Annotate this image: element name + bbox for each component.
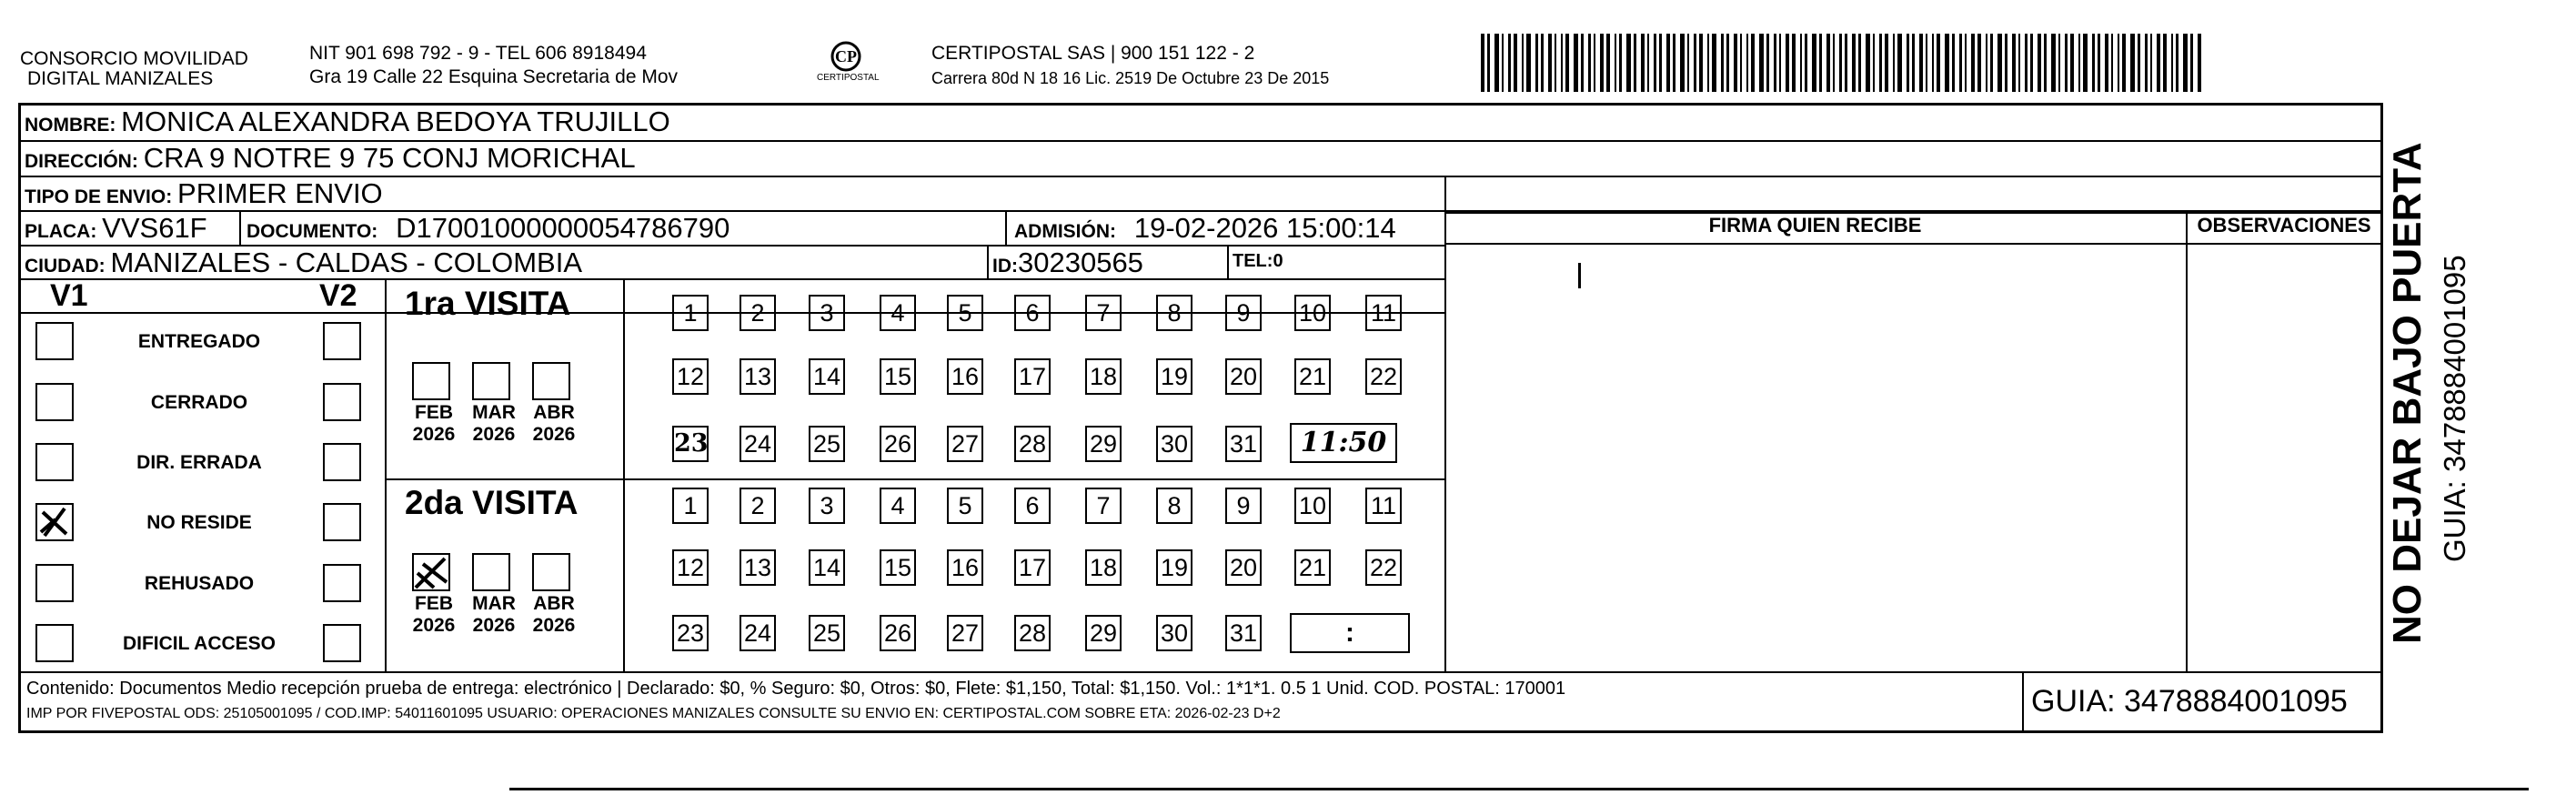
v1-checkbox[interactable] [35, 624, 74, 662]
v2-checkbox[interactable] [323, 322, 361, 360]
first-visit-day[interactable]: 22 [1365, 358, 1402, 395]
barcode-bar [2083, 34, 2088, 92]
second-visit-day[interactable]: 8 [1156, 488, 1192, 524]
second-visit-day[interactable]: 7 [1085, 488, 1122, 524]
barcode-bar [1726, 34, 1729, 92]
second-visit-day[interactable]: 26 [880, 615, 916, 651]
second-visit-day[interactable]: 2 [740, 488, 776, 524]
barcode-bar [1952, 34, 1955, 92]
first-visit-month-checkbox[interactable] [472, 362, 510, 400]
barcode-bar [1687, 34, 1689, 92]
barcode-bar [1654, 34, 1656, 92]
first-visit-day[interactable]: 8 [1156, 295, 1192, 331]
second-visit-day[interactable]: 1 [672, 488, 709, 524]
barcode-bar [1712, 34, 1716, 92]
first-visit-day[interactable]: 29 [1085, 426, 1122, 462]
first-visit-day[interactable]: 7 [1085, 295, 1122, 331]
barcode-bar [1641, 34, 1645, 92]
barcode-bar [1971, 34, 1975, 92]
barcode-bar [2025, 34, 2028, 92]
month-year: 2026 [532, 615, 576, 636]
barcode-bar [2150, 34, 2152, 92]
second-visit-day[interactable]: 6 [1014, 488, 1051, 524]
barcode-bar [1759, 34, 1764, 92]
carrier-name: CERTIPOSTAL SAS | 900 151 122 - 2 [931, 43, 1255, 64]
barcode-bar [1766, 34, 1769, 92]
month-year: 2026 [472, 424, 516, 445]
second-visit-month-label [527, 593, 581, 637]
barcode-bar [2190, 34, 2193, 92]
second-visit-day[interactable]: 12 [672, 549, 709, 586]
contenido-text: Contenido: Documentos Medio recepción prueba de entrega: electrónico | Declarado: $0, % Seguro: $0, Otros: $0, Flete: $1,150, Total: $1,150. Vol.: 1*1*1. 0.5 1 Unid. COD. POSTAL: 170001 [26, 679, 1566, 699]
first-visit-day[interactable]: 24 [740, 426, 776, 462]
barcode-bar [1926, 34, 1927, 92]
second-visit-day[interactable]: 29 [1085, 615, 1122, 651]
second-visit-day[interactable]: 28 [1014, 615, 1051, 651]
status-option-label: DIFICIL ACCESO [122, 633, 276, 654]
ciudad-label: CIUDAD: [25, 256, 106, 277]
barcode-bar [1508, 34, 1511, 92]
barcode-bar [1792, 34, 1796, 92]
second-visit-day[interactable]: 24 [740, 615, 776, 651]
delivery-form [18, 103, 2383, 733]
tel-cell [1233, 251, 1283, 272]
v1-checkbox[interactable] [35, 443, 74, 481]
barcode-bar [1615, 34, 1616, 92]
barcode-bar [2176, 34, 2179, 92]
first-visit-month-label [527, 402, 581, 446]
v2-header: V2 [319, 278, 357, 313]
barcode-bar [1907, 34, 1909, 92]
nombre-label: NOMBRE: [25, 115, 116, 136]
month-year: 2026 [412, 424, 456, 445]
status-option-label: NO RESIDE [146, 512, 252, 533]
v1-checkbox[interactable] [35, 383, 74, 421]
barcode-bar [1858, 34, 1861, 92]
barcode-bar [2018, 34, 2020, 92]
first-visit-day[interactable]: 26 [880, 426, 916, 462]
barcode-bar [2105, 34, 2108, 92]
company-name-line2: DIGITAL MANIZALES [27, 68, 214, 89]
first-visit-day[interactable]: 6 [1014, 295, 1051, 331]
barcode-bar [1786, 34, 1789, 92]
first-visit-day[interactable]: 16 [947, 358, 983, 395]
first-visit-day[interactable]: 9 [1225, 295, 1262, 331]
svg-text:CP: CP [835, 47, 857, 65]
tel-value: 0 [1273, 251, 1283, 271]
first-visit-day[interactable]: 17 [1014, 358, 1051, 395]
barcode-bar [2130, 34, 2135, 92]
company-address: Gra 19 Calle 22 Esquina Secretaria de Mov [309, 66, 679, 87]
barcode-bar [1522, 34, 1524, 92]
first-visit-day[interactable]: 18 [1085, 358, 1122, 395]
first-visit-day[interactable]: 10 [1294, 295, 1331, 331]
direccion-row [25, 142, 636, 175]
barcode-bar [2058, 34, 2060, 92]
second-visit-day[interactable]: 19 [1156, 549, 1192, 586]
barcode-bar [1565, 34, 1569, 92]
month-name: MAR [472, 593, 516, 614]
barcode [1481, 34, 2205, 92]
direccion-label: DIRECCIÓN: [25, 151, 138, 172]
barcode-bar [1932, 34, 1934, 92]
barcode-bar [2030, 34, 2033, 92]
first-visit-day[interactable]: 12 [672, 358, 709, 395]
id-label: ID: [992, 256, 1018, 277]
carrier-address: Carrera 80d N 18 16 Lic. 2519 De Octubre 23 De 2015 [931, 69, 1330, 87]
second-visit-day[interactable]: 5 [947, 488, 983, 524]
barcode-bar [1893, 34, 1895, 92]
barcode-bar [1885, 34, 1888, 92]
month-name: ABR [533, 402, 575, 423]
logo-text: CERTIPOSTAL [817, 73, 880, 83]
barcode-bar [1919, 34, 1923, 92]
first-visit-month-checkbox[interactable] [532, 362, 570, 400]
second-visit-day[interactable]: 10 [1294, 488, 1331, 524]
second-visit-day[interactable]: 9 [1225, 488, 1262, 524]
month-name: FEB [415, 402, 453, 423]
admision-label: ADMISIÓN: [1014, 221, 1116, 242]
second-visit-day[interactable]: 14 [809, 549, 845, 586]
barcode-bar [2145, 34, 2148, 92]
barcode-bar [2078, 34, 2080, 92]
barcode-bar [1990, 34, 1993, 92]
barcode-bar [2098, 34, 2100, 92]
barcode-bar [1666, 34, 1670, 92]
barcode-bar [1740, 34, 1742, 92]
placa-label: PLACA: [25, 221, 97, 242]
first-visit-day[interactable]: 23 [672, 426, 709, 462]
v1-checkbox[interactable] [35, 564, 74, 602]
barcode-bar [1634, 34, 1636, 92]
month-name: MAR [472, 402, 516, 423]
barcode-bar [1606, 34, 1610, 92]
barcode-bar [1897, 34, 1902, 92]
ciudad-cell [25, 247, 582, 279]
placa-cell [25, 212, 207, 245]
barcode-bar [1555, 34, 1556, 92]
first-visit-day[interactable]: 28 [1014, 426, 1051, 462]
first-visit-time[interactable]: 11:50 [1290, 423, 1397, 463]
barcode-bar [2065, 34, 2068, 92]
company-nit: NIT 901 698 792 - 9 - TEL 606 8918494 [309, 43, 647, 64]
barcode-bar [1548, 34, 1552, 92]
barcode-bar [1873, 34, 1875, 92]
documento-cell [247, 212, 730, 245]
nombre-value: MONICA ALEXANDRA BEDOYA TRUJILLO [121, 106, 670, 137]
barcode-bar [2138, 34, 2140, 92]
month-year: 2026 [412, 615, 456, 636]
ciudad-value: MANIZALES - CALDAS - COLOMBIA [110, 247, 582, 278]
second-visit-month-checkbox[interactable] [532, 553, 570, 591]
second-visit-day[interactable]: 18 [1085, 549, 1122, 586]
second-visit-day[interactable]: 11 [1365, 488, 1402, 524]
barcode-bar [1514, 34, 1517, 92]
barcode-bar [1494, 34, 1499, 92]
status-option-label: REHUSADO [144, 573, 255, 594]
v2-checkbox[interactable] [323, 383, 361, 421]
first-visit-day[interactable]: 11 [1365, 295, 1402, 331]
barcode-bar [1852, 34, 1856, 92]
tipo-value: PRIMER ENVIO [177, 177, 383, 209]
barcode-bar [1659, 34, 1662, 92]
barcode-bar [2183, 34, 2188, 92]
barcode-bar [2163, 34, 2167, 92]
barcode-bar [1833, 34, 1835, 92]
barcode-bar [1805, 34, 1807, 92]
barcode-bar [2111, 34, 2113, 92]
barcode-bar [1774, 34, 1776, 92]
first-visit-day[interactable]: 27 [947, 426, 983, 462]
barcode-bar [1937, 34, 1940, 92]
id-cell [992, 247, 1143, 279]
barcode-bar [1619, 34, 1622, 92]
barcode-bar [1581, 34, 1584, 92]
barcode-bar [1594, 34, 1595, 92]
barcode-bar [1977, 34, 1981, 92]
barcode-bar [1986, 34, 1987, 92]
second-visit-day[interactable]: 27 [947, 615, 983, 651]
barcode-bar [1673, 34, 1675, 92]
barcode-bar [1502, 34, 1504, 92]
barcode-bar [1945, 34, 1949, 92]
admision-value: 19-02-2026 15:00:14 [1133, 212, 1396, 244]
scan-edge-line [509, 788, 2529, 790]
first-visit-day[interactable]: 3 [809, 295, 845, 331]
first-visit-day[interactable]: 13 [740, 358, 776, 395]
barcode-bar [2198, 34, 2201, 92]
v2-checkbox[interactable] [323, 443, 361, 481]
barcode-bar [2044, 34, 2047, 92]
tel-label: TEL: [1233, 251, 1273, 271]
firma-header: FIRMA QUIEN RECIBE [1708, 214, 1922, 236]
second-visit-month-label [407, 593, 461, 637]
month-year: 2026 [532, 424, 576, 445]
second-visit-time[interactable]: : [1290, 613, 1410, 653]
observaciones-header: OBSERVACIONES [2197, 214, 2371, 236]
barcode-bar [2051, 34, 2056, 92]
second-visit-day[interactable]: 31 [1225, 615, 1262, 651]
second-visit-day[interactable]: 30 [1156, 615, 1192, 651]
second-visit-day[interactable]: 21 [1294, 549, 1331, 586]
barcode-bar [1481, 34, 1484, 92]
barcode-bar [1574, 34, 1578, 92]
direccion-value: CRA 9 NOTRE 9 75 CONJ MORICHAL [143, 142, 636, 174]
id-value: 30230565 [1018, 247, 1143, 278]
nombre-row [25, 106, 670, 138]
barcode-bar [2070, 34, 2074, 92]
month-year: 2026 [472, 615, 516, 636]
barcode-bar [1707, 34, 1709, 92]
v1-checkbox[interactable] [35, 322, 74, 360]
admision-cell [1014, 212, 1396, 245]
status-option-label: CERRADO [150, 392, 248, 413]
barcode-bar [2092, 34, 2095, 92]
barcode-bar [1819, 34, 1822, 92]
first-visit-day[interactable]: 31 [1225, 426, 1262, 462]
v1-checkbox[interactable] [35, 503, 74, 541]
footer-guia: GUIA: 3478884001095 [2031, 684, 2348, 719]
second-visit-month-checkbox[interactable] [412, 553, 450, 591]
barcode-bar [1746, 34, 1748, 92]
barcode-bar [1721, 34, 1724, 92]
v2-checkbox[interactable] [323, 624, 361, 662]
barcode-bar [2171, 34, 2173, 92]
first-visit-title: 1ra VISITA [405, 285, 571, 322]
placa-value: VVS61F [102, 212, 207, 244]
barcode-bar [1959, 34, 1962, 92]
first-visit-day[interactable]: 30 [1156, 426, 1192, 462]
v1-header: V1 [50, 278, 88, 313]
second-visit-day[interactable]: 17 [1014, 549, 1051, 586]
second-visit-day[interactable]: 16 [947, 549, 983, 586]
barcode-bar [1997, 34, 2002, 92]
barcode-bar [1487, 34, 1490, 92]
first-visit-month-label [407, 402, 461, 446]
status-option-label: ENTREGADO [137, 331, 261, 352]
no-dejar-bajo-puerta: NO DEJAR BAJO PUERTA [2385, 142, 2430, 644]
second-visit-day[interactable]: 20 [1225, 549, 1262, 586]
barcode-bar [1541, 34, 1544, 92]
first-visit-day[interactable]: 2 [740, 295, 776, 331]
barcode-bar [2038, 34, 2041, 92]
tipo-label: TIPO DE ENVIO: [25, 186, 173, 207]
barcode-bar [1680, 34, 1685, 92]
second-visit-day[interactable]: 23 [672, 615, 709, 651]
barcode-bar [1800, 34, 1802, 92]
observations-area[interactable] [2188, 245, 2380, 671]
barcode-bar [1845, 34, 1847, 92]
first-visit-day[interactable]: 21 [1294, 358, 1331, 395]
barcode-bar [1751, 34, 1755, 92]
first-visit-day[interactable]: 4 [880, 295, 916, 331]
barcode-bar [2012, 34, 2016, 92]
first-visit-day[interactable]: 1 [672, 295, 709, 331]
documento-value: D17001000000054786790 [396, 212, 730, 244]
month-name: FEB [415, 593, 453, 614]
documento-label: DOCUMENTO: [247, 221, 378, 242]
second-visit-day[interactable]: 13 [740, 549, 776, 586]
month-name: ABR [533, 593, 575, 614]
barcode-bar [2122, 34, 2126, 92]
barcode-bar [1734, 34, 1737, 92]
first-visit-day[interactable]: 19 [1156, 358, 1192, 395]
v2-checkbox[interactable] [323, 503, 361, 541]
barcode-bar [1647, 34, 1649, 92]
barcode-bar [1600, 34, 1604, 92]
second-visit-day[interactable]: 22 [1365, 549, 1402, 586]
barcode-bar [1965, 34, 1967, 92]
company-name-line1: CONSORCIO MOVILIDAD [20, 48, 248, 69]
side-guia: GUIA: 3478884001095 [2438, 255, 2471, 562]
barcode-bar [1826, 34, 1830, 92]
v2-checkbox[interactable] [323, 564, 361, 602]
barcode-bar [1626, 34, 1631, 92]
first-visit-day[interactable]: 5 [947, 295, 983, 331]
second-visit-month-label [467, 593, 521, 637]
barcode-bar [1561, 34, 1563, 92]
second-visit-day[interactable]: 3 [809, 488, 845, 524]
imp-text: IMP POR FIVEPOSTAL ODS: 25105001095 / COD.IMP: 54011601095 USUARIO: OPERACIONES MANIZALES CONSULTE SU ENVIO EN: CERTIPOSTAL.COM SOBRE ETA: 2026-02-23 D+2 [26, 706, 1281, 721]
first-visit-month-label [467, 402, 521, 446]
second-visit-day[interactable]: 15 [880, 549, 916, 586]
barcode-bar [1588, 34, 1591, 92]
barcode-bar [1912, 34, 1915, 92]
barcode-bar [1839, 34, 1842, 92]
first-visit-month-checkbox[interactable] [412, 362, 450, 400]
barcode-bar [1866, 34, 1870, 92]
barcode-bar [1694, 34, 1696, 92]
barcode-bar [1879, 34, 1882, 92]
barcode-bar [2157, 34, 2160, 92]
tipo-row [25, 177, 383, 210]
barcode-bar [2005, 34, 2007, 92]
barcode-bar [1699, 34, 1703, 92]
first-visit-day[interactable]: 15 [880, 358, 916, 395]
second-visit-day[interactable]: 25 [809, 615, 845, 651]
first-visit-day[interactable]: 20 [1225, 358, 1262, 395]
barcode-bar [2118, 34, 2119, 92]
second-visit-month-checkbox[interactable] [472, 553, 510, 591]
certipostal-logo [817, 40, 880, 93]
barcode-bar [1526, 34, 1531, 92]
first-visit-day[interactable]: 25 [809, 426, 845, 462]
second-visit-title: 2da VISITA [405, 484, 579, 521]
barcode-bar [1535, 34, 1538, 92]
first-visit-day[interactable]: 14 [809, 358, 845, 395]
barcode-bar [1779, 34, 1781, 92]
status-option-label: DIR. ERRADA [136, 452, 262, 473]
second-visit-day[interactable]: 4 [880, 488, 916, 524]
barcode-bar [1812, 34, 1816, 92]
signature-area[interactable] [1446, 245, 2186, 671]
